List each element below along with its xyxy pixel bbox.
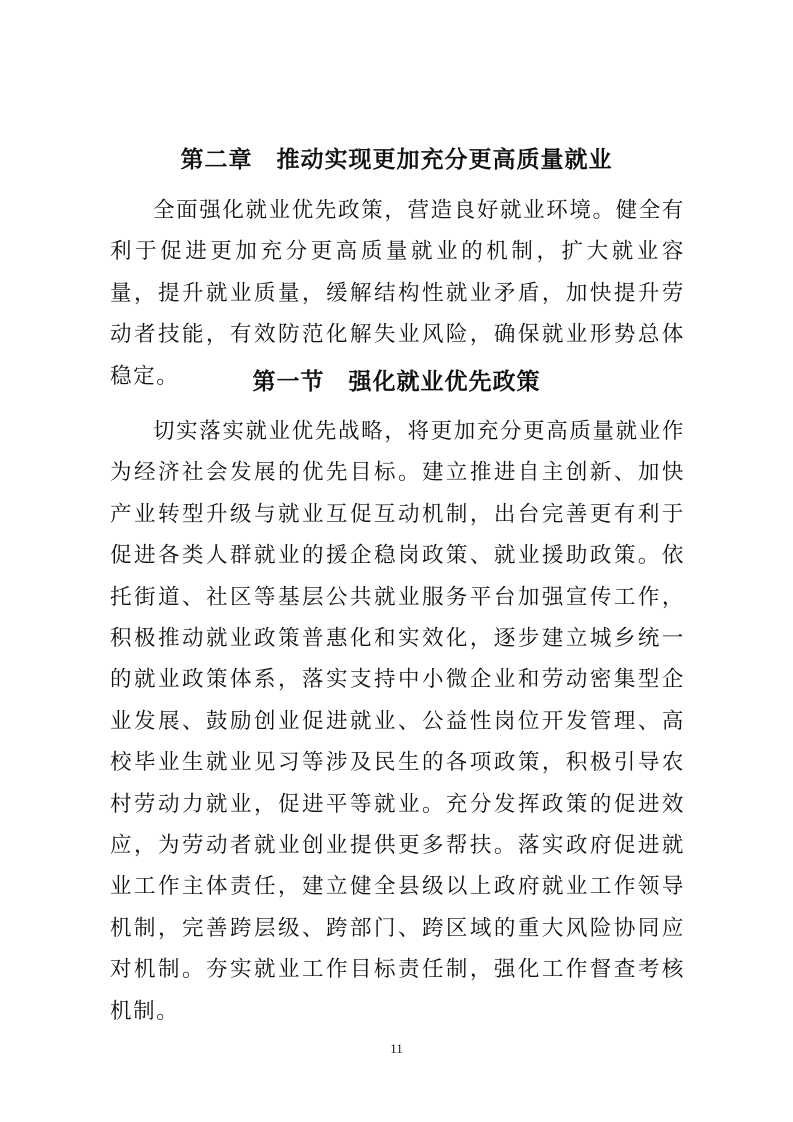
section-paragraph: 切实落实就业优先战略，将更加充分更高质量就业作为经济社会发展的优先目标。建立推进自主创新、加快产业转型升级与就业互促互动机制，出台完善更有利于促进各类人群就业的援企稳岗政策、就业援助政策。依托街道、社区等基层公共就业服务平台加强宣传工作，积极推动就业政策普惠化和实效化，逐步建立城乡统一的就业政策体系，落实支持中小微企业和劳动密集型企业发展、鼓励创业促进就业、公益性岗位开发管理、高校毕业生就业见习等涉及民生的各项政策，积极引导农村劳动力就业，促进平等就业。充分发挥政策的促进效应，为劳动者就业创业提供更多帮扶。落实政府促进就业工作主体责任，建立健全县级以上政府就业工作领导机制，完善跨层级、跨部门、跨区域的重大风险协同应对机制。夯实就业工作目标责任制，强化工作督查考核机制。 [110, 419, 685, 1024]
page-number: 11 [390, 1041, 403, 1056]
section-title: 第一节 强化就业优先政策 [252, 369, 541, 395]
intro-paragraph: 全面强化就业优先政策，营造良好就业环境。健全有利于促进更加充分更高质量就业的机制，扩大就业容量，提升就业质量，缓解结构性就业矛盾，加快提升劳动者技能，有效防范化解失业风险，确保就业形势总体稳定。 [110, 198, 685, 389]
chapter-title: 第二章 推动实现更加充分更高质量就业 [180, 147, 613, 173]
